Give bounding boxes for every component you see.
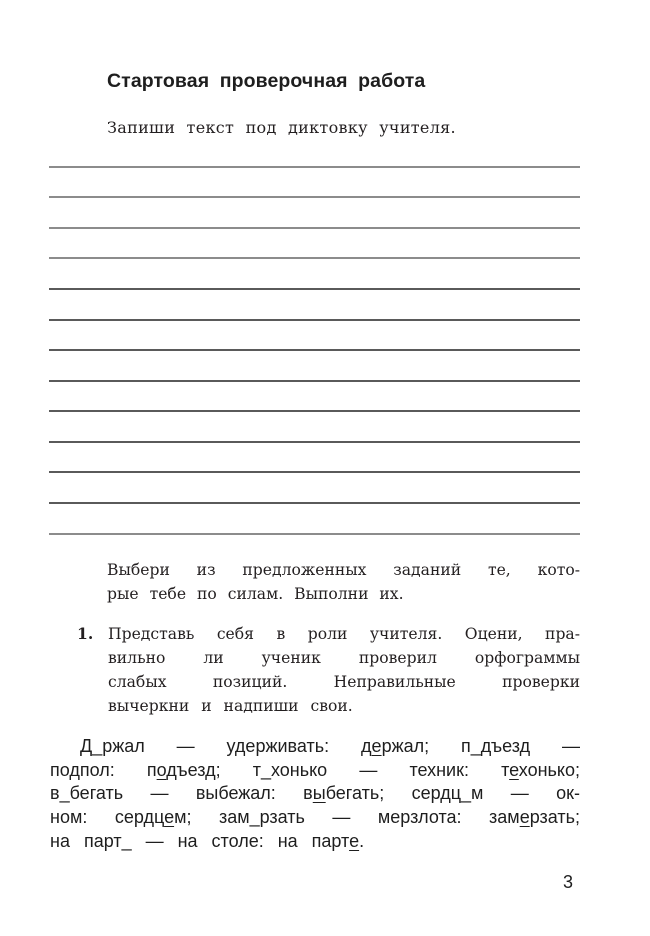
writing-line bbox=[49, 349, 580, 351]
text-line: вильно ли ученик проверил орфограммы bbox=[108, 649, 580, 667]
writing-line bbox=[49, 227, 580, 229]
exercise-line bbox=[50, 782, 580, 806]
text-segment: Д_ржал — удерживать: д bbox=[80, 736, 372, 756]
exercise-text bbox=[50, 735, 580, 854]
writing-line bbox=[49, 441, 580, 443]
text-segment: ном: сердц bbox=[50, 807, 165, 828]
choose-tasks-text bbox=[107, 558, 580, 606]
underlined-letter: ы bbox=[312, 783, 326, 804]
text-line: вычеркни и надпиши свои. bbox=[108, 697, 353, 715]
writing-line bbox=[49, 502, 580, 504]
writing-line bbox=[49, 288, 580, 290]
text-line: слабых позиций. Неправильные проверки bbox=[108, 673, 580, 691]
writing-line bbox=[49, 166, 580, 168]
exercise-line bbox=[50, 735, 580, 759]
text-segment: . bbox=[359, 830, 365, 851]
text-segment: ржал; п_дъезд — bbox=[381, 736, 580, 756]
text-segment: бегать; сердц_м — ок- bbox=[325, 783, 581, 804]
underlined-letter: е bbox=[371, 736, 382, 756]
writing-line bbox=[49, 410, 580, 412]
text-segment: на парт_ — на столе: на парт bbox=[50, 830, 350, 851]
writing-line bbox=[49, 380, 580, 382]
writing-line bbox=[49, 319, 580, 321]
underlined-letter: о bbox=[156, 759, 167, 780]
text-segment: подпол: п bbox=[50, 759, 157, 780]
text-segment: в_бегать — выбежал: в bbox=[50, 783, 313, 804]
dictation-instruction: Запиши текст под диктовку учителя. bbox=[107, 118, 456, 137]
exercise-line bbox=[50, 759, 580, 783]
writing-line bbox=[49, 196, 580, 198]
writing-line bbox=[49, 471, 580, 473]
writing-line bbox=[49, 257, 580, 259]
page-title: Стартовая проверочная работа bbox=[107, 70, 426, 92]
underlined-letter: е bbox=[509, 759, 519, 780]
text-segment: рзать; bbox=[529, 807, 581, 828]
underlined-letter: е bbox=[519, 807, 530, 828]
text-segment: дъезд; т_хонько — техник: т bbox=[166, 759, 510, 780]
exercise-line bbox=[50, 830, 580, 854]
task-number: 1. bbox=[77, 624, 94, 643]
underlined-letter: е bbox=[164, 807, 175, 828]
page-number: 3 bbox=[563, 872, 574, 892]
exercise-line bbox=[50, 806, 580, 830]
underlined-letter: е bbox=[349, 830, 360, 851]
task-1-text bbox=[108, 622, 580, 718]
text-line: Представь себя в роли учителя. Оцени, пра- bbox=[108, 625, 580, 643]
text-line: Выбери из предложенных заданий те, кото- bbox=[107, 561, 580, 579]
text-segment: м; зам_рзать — мерзлота: зам bbox=[174, 807, 520, 828]
text-segment: хонько; bbox=[518, 759, 580, 780]
text-line: рые тебе по силам. Выполни их. bbox=[107, 585, 404, 603]
writing-line bbox=[49, 533, 580, 535]
